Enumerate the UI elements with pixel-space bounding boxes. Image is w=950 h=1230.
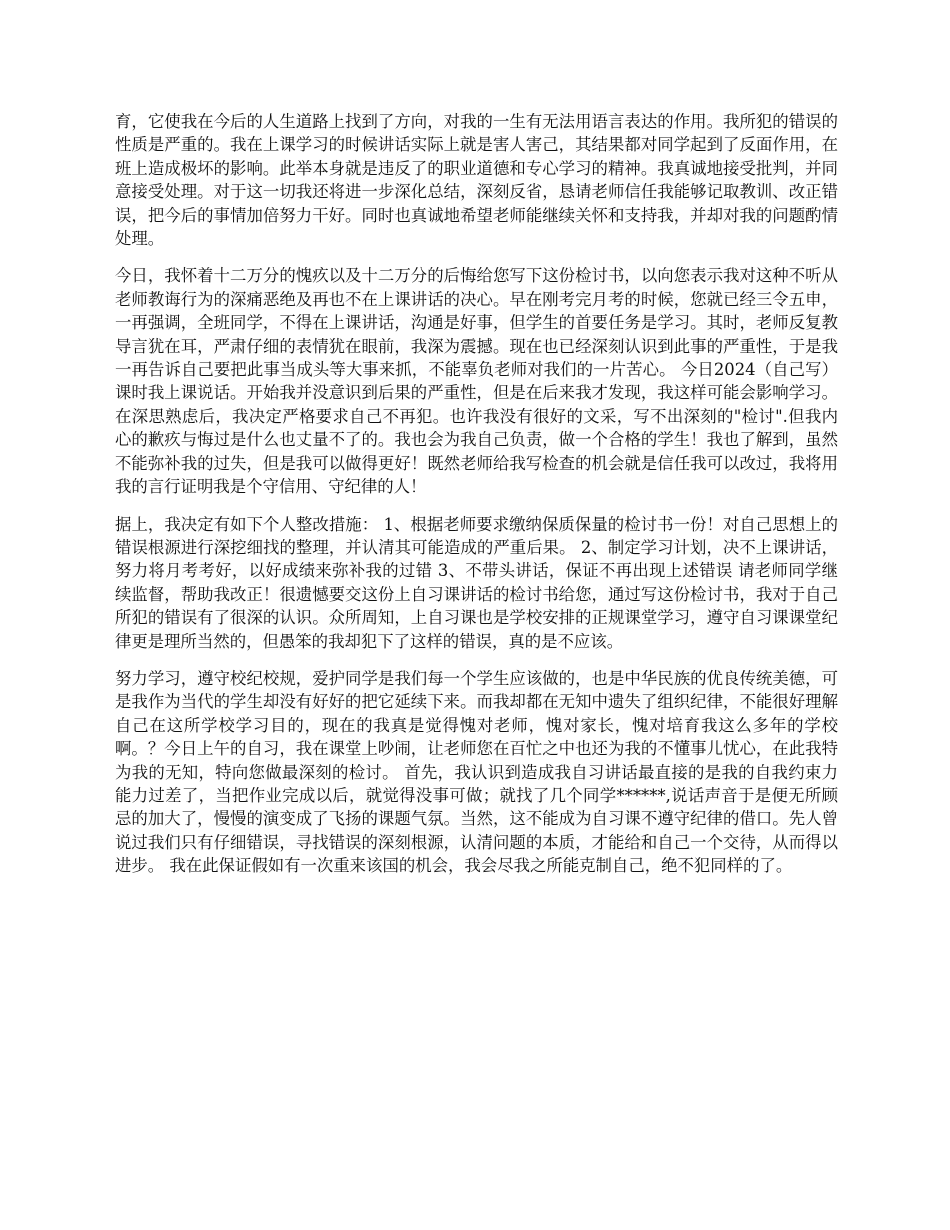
document-body <box>115 110 838 892</box>
paragraph-3: 据上，我决定有如下个人整改措施： 1、根据老师要求缴纳保质保量的检讨书一份！对自己思想上的错误根源进行深挖细找的整理，并认清其可能造成的严重后果。 2、制定学习计划，决不上课讲话，努力将月考考好，以好成绩来弥补我的过错 3、不带头讲话，保证不再出现上述错误 请老师同学继续监督，帮助我改正！很遗憾要交这份上自习课讲话的检讨书给您，通过写这份检讨书，我对于自己所犯的错误有了很深的认识。众所周知，上自习课也是学校安排的正规课堂学习，遵守自习课课堂纪律更是理所当然的，但愚笨的我却犯下了这样的错误，真的是不应该。 <box>115 514 838 651</box>
paragraph-1: 育，它使我在今后的人生道路上找到了方向，对我的一生有无法用语言表达的作用。我所犯的错误的性质是严重的。我在上课学习的时候讲话实际上就是害人害己，其结果都对同学起到了反面作用，在班上造成极坏的影响。此举本身就是违反了的职业道德和专心学习的精神。我真诚地接受批判，并同意接受处理。对于这一切我还将进一步深化总结，深刻反省，恳请老师信任我能够记取教训、改正错误，把今后的事情加倍努力干好。同时也真诚地希望老师能继续关怀和支持我，并却对我的问题酌情处理。 <box>115 112 838 249</box>
paragraph-2: 今日，我怀着十二万分的愧疚以及十二万分的后悔给您写下这份检讨书，以向您表示我对这种不听从老师教诲行为的深痛恶绝及再也不在上课讲话的决心。早在刚考完月考的时候，您就已经三令五申，一再强调，全班同学，不得在上课讲话，沟通是好事，但学生的首要任务是学习。其时，老师反复教导言犹在耳，严肃仔细的表情犹在眼前，我深为震撼。现在也已经深刻认识到此事的严重性，于是我一再告诉自己要把此事当成头等大事来抓，不能辜负老师对我们的一片苦心。 今日2024（自己写）课时我上课说话。开始我并没意识到后果的严重性，但是在后来我才发现，我这样可能会影响学习。在深思熟虑后，我决定严格要求自己不再犯。也许我没有很好的文采，写不出深刻的"检讨".但我内心的歉疚与悔过是什么也丈量不了的。我也会为我自己负责，做一个合格的学生！我也了解到，虽然不能弥补我的过失，但是我可以做得更好！既然老师给我写检查的机会就是信任我可以改过，我将用我的言行证明我是个守信用、守纪律的人！ <box>115 266 838 497</box>
paragraph-4: 努力学习，遵守校纪校规，爱护同学是我们每一个学生应该做的，也是中华民族的优良传统美德，可是我作为当代的学生却没有好好的把它延续下来。而我却都在无知中遗失了组织纪律，不能很好理解自己在这所学校学习目的，现在的我真是觉得愧对老师，愧对家长，愧对培育我这么多年的学校啊。？今日上午的自习，我在课堂上吵闹，让老师您在百忙之中也还为我的不懂事儿忧心，在此我特为我的无知，特向您做最深刻的检讨。 首先，我认识到造成我自习讲话最直接的是我的自我约束力能力过差了，当把作业完成以后，就觉得没事可做；就找了几个同学******,说话声音于是便无所顾忌的加大了，慢慢的演变成了飞扬的课题气氛。当然，这不能成为自习课不遵守纪律的借口。先人曾说过我们只有仔细错误，寻找错误的深刻根源，认清问题的本质，才能给和自己一个交待，从而得以进步。 我在此保证假如有一次重来该国的机会，我会尽我之所能克制自己，绝不犯同样的了。 <box>115 668 838 876</box>
